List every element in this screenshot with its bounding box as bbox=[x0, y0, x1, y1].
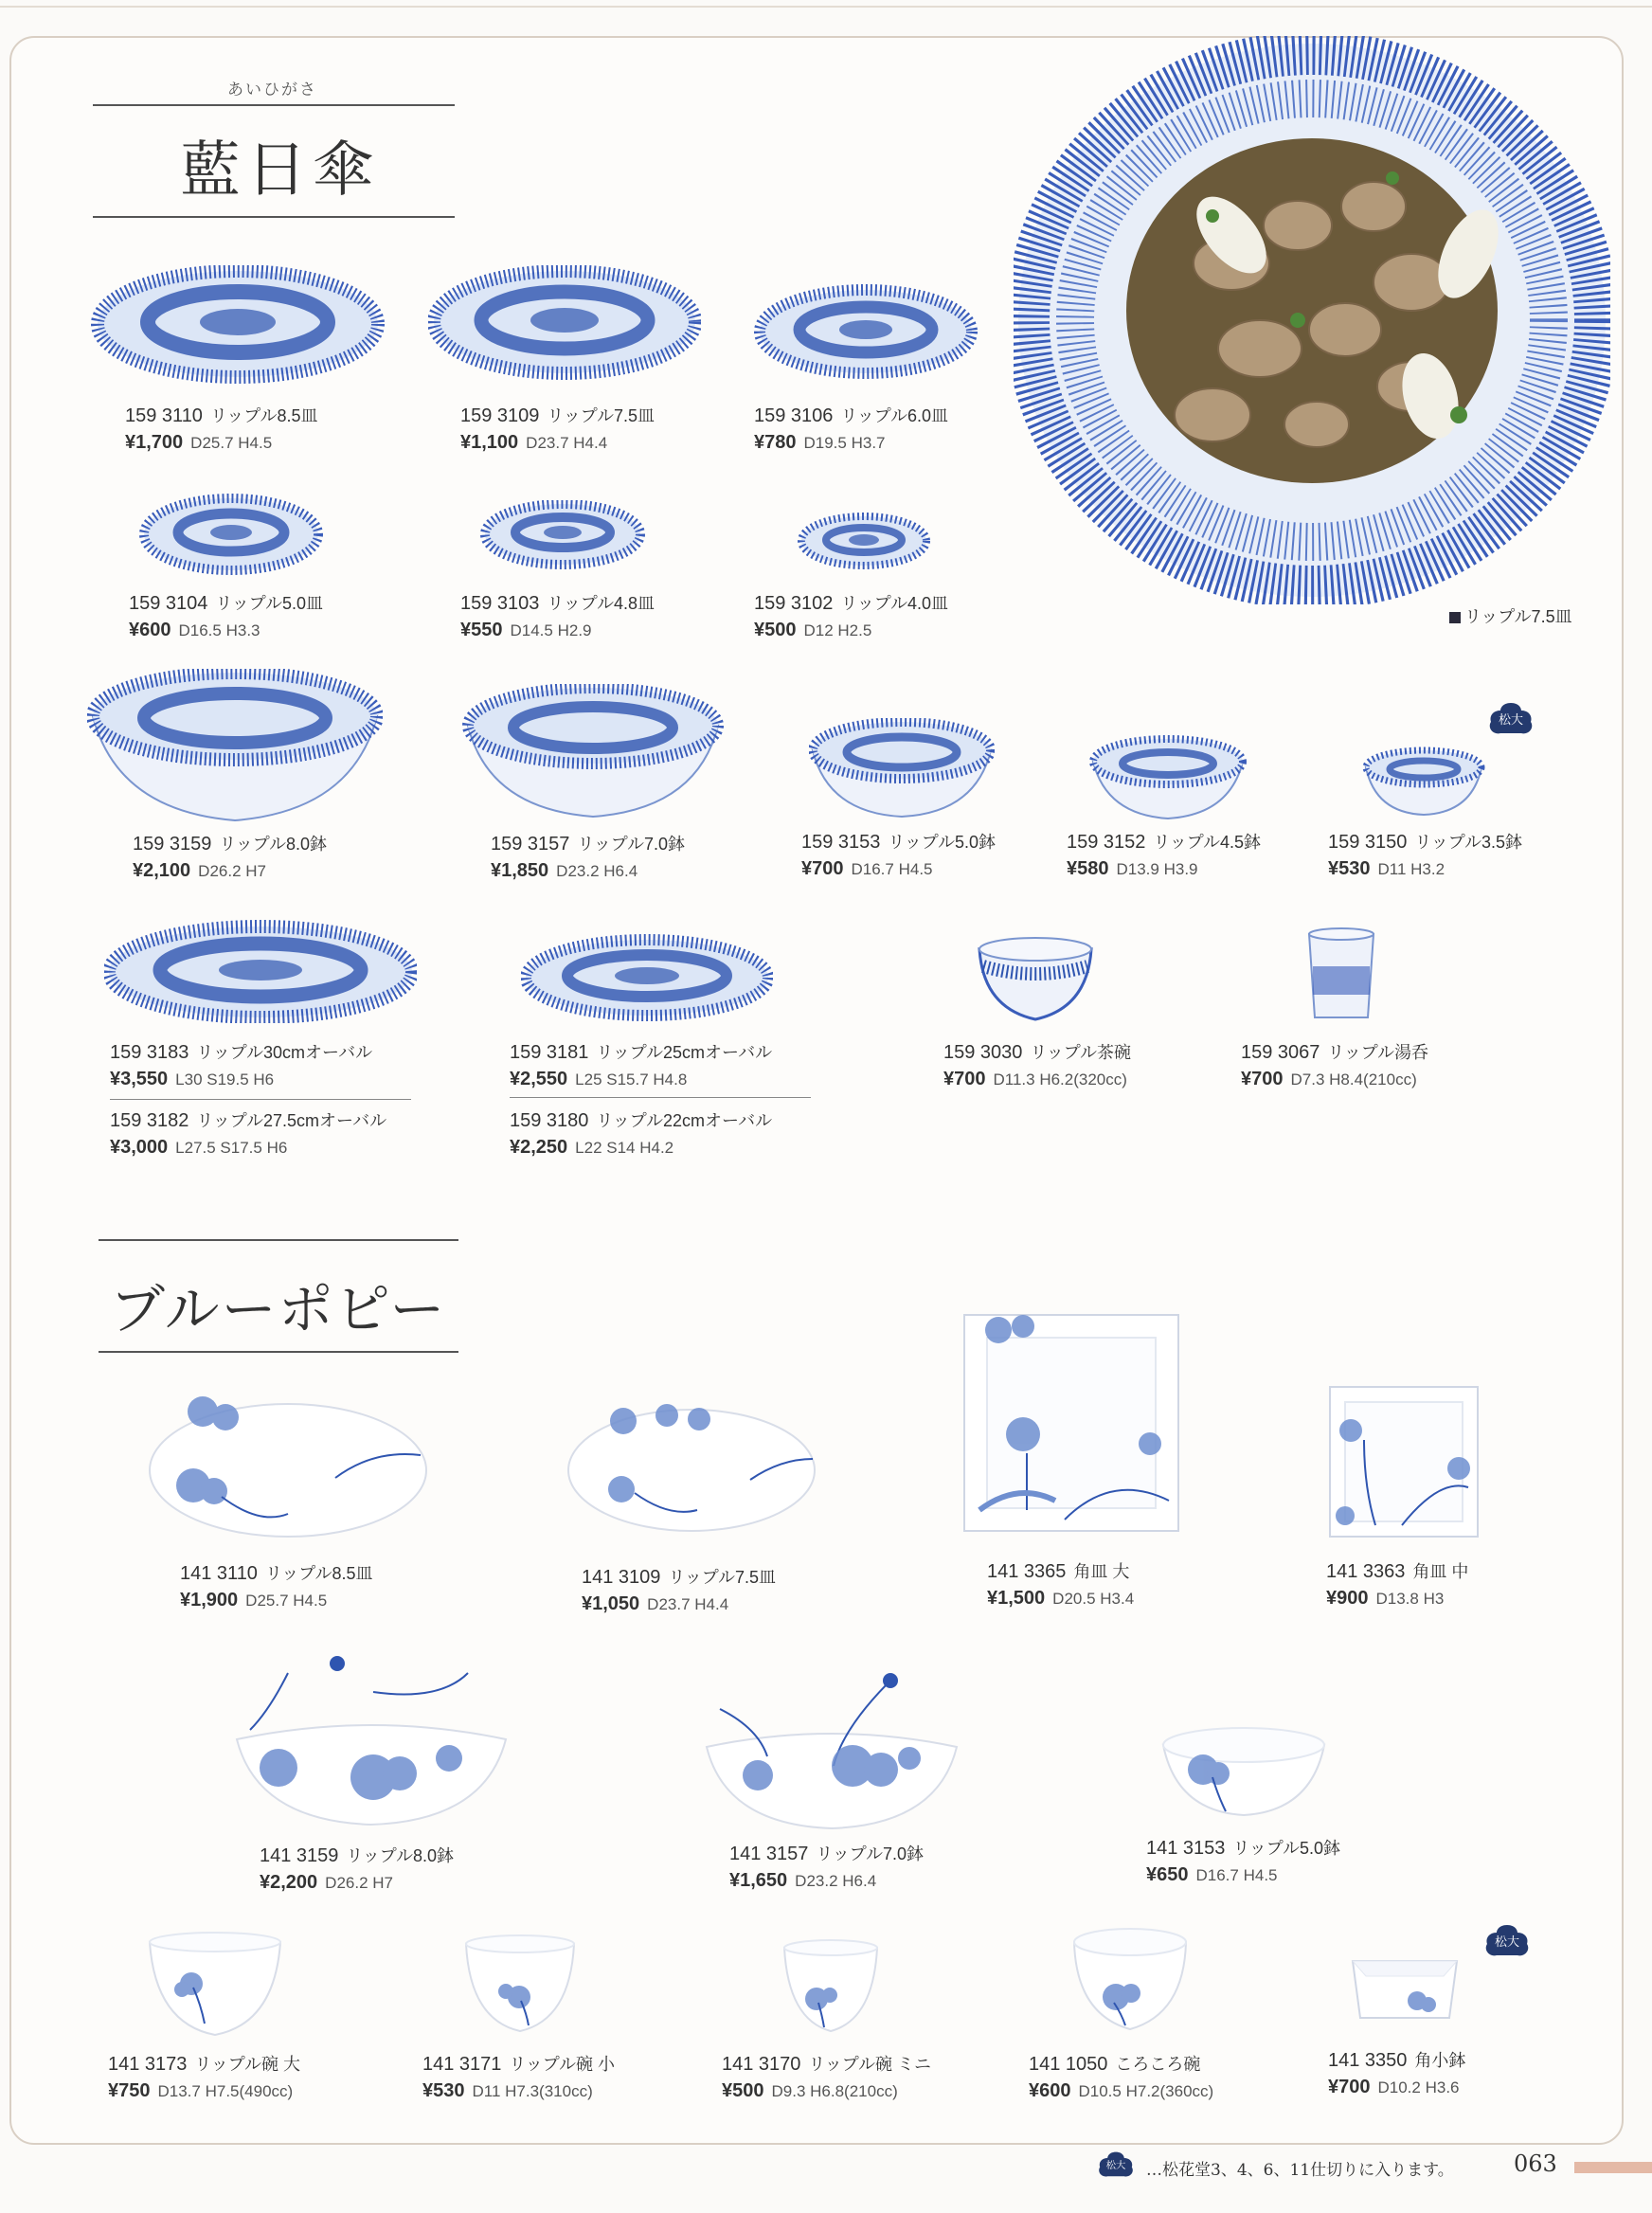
product-caption bbox=[422, 2052, 615, 2105]
product-price: ¥530 bbox=[422, 2080, 465, 2101]
product-price: ¥1,100 bbox=[460, 432, 519, 453]
product-code: 159 3102 bbox=[754, 593, 834, 614]
product-price: ¥1,900 bbox=[180, 1590, 239, 1610]
product-name: 角皿 中 bbox=[1412, 1562, 1469, 1581]
product-caption bbox=[1328, 2048, 1465, 2101]
product-price: ¥1,500 bbox=[987, 1588, 1046, 1609]
product-caption bbox=[801, 830, 996, 883]
product-dims: D25.7 H4.5 bbox=[190, 434, 273, 452]
product-code: 159 3104 bbox=[129, 593, 208, 614]
product-price: ¥1,850 bbox=[491, 860, 549, 881]
product-dims: D11 H3.2 bbox=[1377, 860, 1446, 878]
product-name: 角皿 大 bbox=[1073, 1562, 1130, 1581]
product-code: 159 3110 bbox=[125, 405, 203, 426]
product-price: ¥650 bbox=[1146, 1864, 1189, 1885]
product-caption bbox=[125, 404, 318, 457]
poppy-bowl-photo bbox=[779, 1936, 883, 2035]
product-dims: L25 S15.7 H4.8 bbox=[575, 1071, 688, 1089]
product-dims: D12 H2.5 bbox=[803, 621, 872, 639]
matsudai-badge bbox=[1487, 701, 1535, 737]
product-dims: D13.9 H3.9 bbox=[1116, 860, 1198, 878]
product-dims: D23.7 H4.4 bbox=[647, 1595, 729, 1613]
title-rule-top bbox=[99, 1239, 458, 1241]
product-dims: D16.5 H3.3 bbox=[178, 621, 260, 639]
square-plate-photo bbox=[1326, 1383, 1481, 1540]
product-caption bbox=[943, 1040, 1131, 1093]
product-name: リップル8.5皿 bbox=[264, 1564, 373, 1583]
badge-label: 松大 bbox=[1498, 713, 1523, 728]
title-rule-bottom bbox=[93, 216, 455, 218]
product-price: ¥780 bbox=[754, 432, 797, 453]
product-name: ころころ碗 bbox=[1115, 2055, 1201, 2074]
poppy-plate-photo bbox=[565, 1398, 818, 1540]
product-price: ¥700 bbox=[1328, 2077, 1371, 2097]
title-rule-bottom bbox=[99, 1351, 458, 1353]
product-dims: D26.2 H7 bbox=[325, 1874, 393, 1892]
product-code: 159 3103 bbox=[460, 593, 540, 614]
product-name: リップル8.0鉢 bbox=[219, 835, 328, 854]
hero-caption bbox=[1449, 603, 1572, 628]
product-dims: D9.3 H6.8(210cc) bbox=[771, 2082, 898, 2100]
product-caption bbox=[729, 1842, 924, 1895]
plate-photo bbox=[796, 512, 932, 574]
product-name: リップル8.0鉢 bbox=[346, 1846, 455, 1865]
product-name: リップル碗 小 bbox=[509, 2055, 615, 2074]
product-code: 159 3183 bbox=[110, 1042, 189, 1063]
product-price: ¥900 bbox=[1326, 1588, 1369, 1609]
product-dims: D16.7 H4.5 bbox=[1195, 1866, 1278, 1884]
product-price: ¥700 bbox=[943, 1069, 986, 1089]
poppy-bowl-photo bbox=[1159, 1720, 1328, 1819]
product-code: 159 3159 bbox=[133, 834, 212, 855]
bowl-photo bbox=[462, 684, 724, 820]
product-code: 159 3109 bbox=[460, 405, 540, 426]
product-dims: D10.5 H7.2(360cc) bbox=[1078, 2082, 1214, 2100]
bowl-photo bbox=[1362, 747, 1485, 817]
product-name: リップル碗 ミニ bbox=[808, 2055, 931, 2074]
product-dims: D23.2 H6.4 bbox=[556, 862, 638, 880]
product-caption bbox=[180, 1561, 373, 1614]
product-caption bbox=[260, 1844, 454, 1897]
top-border-line bbox=[0, 6, 1652, 8]
product-price: ¥3,550 bbox=[110, 1069, 169, 1089]
product-name: リップル湯呑 bbox=[1327, 1043, 1428, 1062]
product-code: 141 3171 bbox=[422, 2054, 502, 2075]
bowl-photo bbox=[1089, 735, 1247, 820]
product-code: 141 3350 bbox=[1328, 2050, 1408, 2071]
product-code: 159 3181 bbox=[510, 1042, 589, 1063]
caption-divider bbox=[110, 1099, 411, 1100]
product-price: ¥2,100 bbox=[133, 860, 191, 881]
product-caption bbox=[1328, 830, 1522, 883]
product-name: 角小鉢 bbox=[1414, 2051, 1466, 2070]
product-price: ¥1,700 bbox=[125, 432, 184, 453]
product-caption bbox=[110, 1040, 372, 1093]
product-name: リップル7.5皿 bbox=[547, 406, 655, 425]
oval-plate-photo bbox=[104, 919, 417, 1023]
product-caption bbox=[108, 2052, 300, 2105]
matsudai-badge bbox=[1483, 1923, 1531, 1959]
product-caption bbox=[1067, 830, 1261, 883]
product-name: リップル8.5皿 bbox=[209, 406, 318, 425]
poppy-plate-photo bbox=[146, 1393, 430, 1544]
product-name: リップル7.0鉢 bbox=[577, 835, 686, 854]
product-price: ¥1,650 bbox=[729, 1870, 788, 1891]
product-caption bbox=[460, 591, 655, 644]
poppy-bowl-photo bbox=[144, 1929, 286, 2039]
product-dims: D10.2 H3.6 bbox=[1377, 2078, 1460, 2096]
poppy-bowl-photo bbox=[1068, 1923, 1192, 2033]
product-code: 159 3150 bbox=[1328, 832, 1408, 853]
product-caption bbox=[460, 404, 655, 457]
product-name: リップル4.8皿 bbox=[547, 594, 655, 613]
product-caption bbox=[722, 2052, 931, 2105]
series-title-blue-poppy: ブルーポピー bbox=[110, 1277, 447, 1341]
product-dims: D7.3 H8.4(210cc) bbox=[1290, 1071, 1417, 1089]
title-rule-top bbox=[93, 104, 455, 106]
product-name: リップル5.0鉢 bbox=[1232, 1839, 1341, 1858]
bowl-photo bbox=[87, 669, 383, 824]
product-dims: D26.2 H7 bbox=[198, 862, 266, 880]
product-code: 159 3153 bbox=[801, 832, 881, 853]
product-code: 141 3365 bbox=[987, 1561, 1067, 1582]
plate-photo bbox=[138, 493, 324, 580]
product-code: 141 3159 bbox=[260, 1845, 339, 1866]
rice-bowl-photo bbox=[974, 928, 1097, 1023]
product-dims: L22 S14 H4.2 bbox=[575, 1139, 674, 1157]
product-price: ¥500 bbox=[722, 2080, 764, 2101]
product-code: 159 3067 bbox=[1241, 1042, 1320, 1063]
product-price: ¥2,250 bbox=[510, 1137, 568, 1158]
product-name: リップル22cmオーバル bbox=[596, 1111, 773, 1130]
matsudai-badge bbox=[1097, 2150, 1135, 2179]
hero-dish-photo bbox=[1014, 36, 1610, 604]
badge-label: 松大 bbox=[1494, 1935, 1519, 1950]
plate-photo bbox=[754, 284, 978, 383]
product-price: ¥530 bbox=[1328, 858, 1371, 879]
product-caption bbox=[491, 832, 685, 885]
product-name: リップル7.5皿 bbox=[668, 1568, 777, 1587]
poppy-bowl-photo bbox=[231, 1654, 512, 1828]
product-price: ¥550 bbox=[460, 620, 503, 640]
square-plate-photo bbox=[961, 1311, 1182, 1535]
product-code: 141 3110 bbox=[180, 1563, 258, 1584]
product-price: ¥750 bbox=[108, 2080, 151, 2101]
product-code: 141 3173 bbox=[108, 2054, 188, 2075]
plate-photo bbox=[479, 500, 646, 572]
product-dims: D11.3 H6.2(320cc) bbox=[993, 1071, 1127, 1089]
product-price: ¥600 bbox=[1029, 2080, 1071, 2101]
product-price: ¥700 bbox=[1241, 1069, 1284, 1089]
product-caption bbox=[582, 1565, 776, 1618]
product-code: 159 3182 bbox=[110, 1110, 189, 1131]
page-number: 063 bbox=[1514, 2150, 1557, 2177]
product-dims: D13.8 H3 bbox=[1375, 1590, 1445, 1608]
product-code: 141 3153 bbox=[1146, 1838, 1226, 1859]
product-price: ¥1,050 bbox=[582, 1593, 640, 1614]
product-caption bbox=[1241, 1040, 1428, 1093]
product-code: 159 3106 bbox=[754, 405, 834, 426]
product-price: ¥2,200 bbox=[260, 1872, 318, 1893]
product-caption bbox=[510, 1040, 772, 1093]
product-name: リップル30cmオーバル bbox=[196, 1043, 373, 1062]
series-title-aihigasa: 藍日傘 bbox=[180, 135, 379, 206]
product-caption bbox=[133, 832, 327, 885]
product-dims: D19.5 H3.7 bbox=[803, 434, 886, 452]
product-caption bbox=[110, 1108, 386, 1161]
product-code: 159 3180 bbox=[510, 1110, 589, 1131]
product-dims: D25.7 H4.5 bbox=[245, 1592, 328, 1610]
product-caption bbox=[1326, 1559, 1468, 1612]
product-code: 141 3157 bbox=[729, 1844, 809, 1864]
product-name: リップル6.0皿 bbox=[840, 406, 949, 425]
oval-plate-photo bbox=[521, 932, 773, 1021]
product-dims: D11 H7.3(310cc) bbox=[472, 2082, 593, 2100]
product-name: リップル4.0皿 bbox=[840, 594, 949, 613]
product-dims: L27.5 S17.5 H6 bbox=[175, 1139, 288, 1157]
product-caption bbox=[129, 591, 323, 644]
product-caption bbox=[1029, 2052, 1213, 2105]
product-caption bbox=[510, 1108, 772, 1161]
plate-photo bbox=[428, 265, 701, 383]
product-price: ¥3,000 bbox=[110, 1137, 169, 1158]
product-caption bbox=[1146, 1836, 1340, 1889]
product-code: 141 1050 bbox=[1029, 2054, 1108, 2075]
product-dims: D13.7 H7.5(490cc) bbox=[157, 2082, 294, 2100]
footer-note: …松花堂3、4、6、11仕切りに入ります。 bbox=[1146, 2161, 1454, 2180]
product-price: ¥2,550 bbox=[510, 1069, 568, 1089]
product-price: ¥580 bbox=[1067, 858, 1109, 879]
square-bowl-photo bbox=[1349, 1953, 1461, 2025]
product-dims: L30 S19.5 H6 bbox=[175, 1071, 275, 1089]
plate-photo bbox=[91, 265, 385, 388]
product-dims: D20.5 H3.4 bbox=[1052, 1590, 1135, 1608]
product-code: 141 3363 bbox=[1326, 1561, 1406, 1582]
product-name: リップル茶碗 bbox=[1030, 1043, 1131, 1062]
product-caption bbox=[754, 404, 948, 457]
product-code: 141 3170 bbox=[722, 2054, 801, 2075]
square-bullet-icon bbox=[1449, 612, 1461, 623]
product-name: リップル5.0鉢 bbox=[888, 833, 997, 852]
product-name: リップル7.0鉢 bbox=[816, 1844, 925, 1863]
product-dims: D23.2 H6.4 bbox=[795, 1872, 877, 1890]
product-name: リップル3.5鉢 bbox=[1414, 833, 1523, 852]
hero-caption-text: リップル7.5皿 bbox=[1464, 607, 1572, 626]
product-caption bbox=[987, 1559, 1134, 1612]
product-code: 159 3030 bbox=[943, 1042, 1023, 1063]
product-name: リップル27.5cmオーバル bbox=[196, 1111, 387, 1130]
product-name: リップル4.5鉢 bbox=[1153, 833, 1262, 852]
product-dims: D23.7 H4.4 bbox=[526, 434, 608, 452]
poppy-bowl-photo bbox=[460, 1933, 580, 2035]
product-dims: D16.7 H4.5 bbox=[851, 860, 933, 878]
product-name: リップル25cmオーバル bbox=[596, 1043, 773, 1062]
badge-label: 松大 bbox=[1105, 2160, 1126, 2172]
product-dims: D14.5 H2.9 bbox=[510, 621, 592, 639]
product-price: ¥500 bbox=[754, 620, 797, 640]
series-furigana: あいひがさ bbox=[227, 81, 317, 99]
product-name: リップル5.0皿 bbox=[215, 594, 324, 613]
product-code: 141 3109 bbox=[582, 1567, 661, 1588]
caption-divider bbox=[510, 1097, 811, 1098]
product-price: ¥600 bbox=[129, 620, 171, 640]
poppy-bowl-photo bbox=[701, 1671, 962, 1832]
product-name: リップル碗 大 bbox=[194, 2055, 300, 2074]
page-accent-bar bbox=[1574, 2162, 1652, 2173]
bowl-photo bbox=[809, 718, 995, 820]
product-code: 159 3157 bbox=[491, 834, 570, 855]
tea-cup-photo bbox=[1303, 925, 1379, 1023]
product-price: ¥700 bbox=[801, 858, 844, 879]
product-caption bbox=[754, 591, 948, 644]
product-code: 159 3152 bbox=[1067, 832, 1146, 853]
